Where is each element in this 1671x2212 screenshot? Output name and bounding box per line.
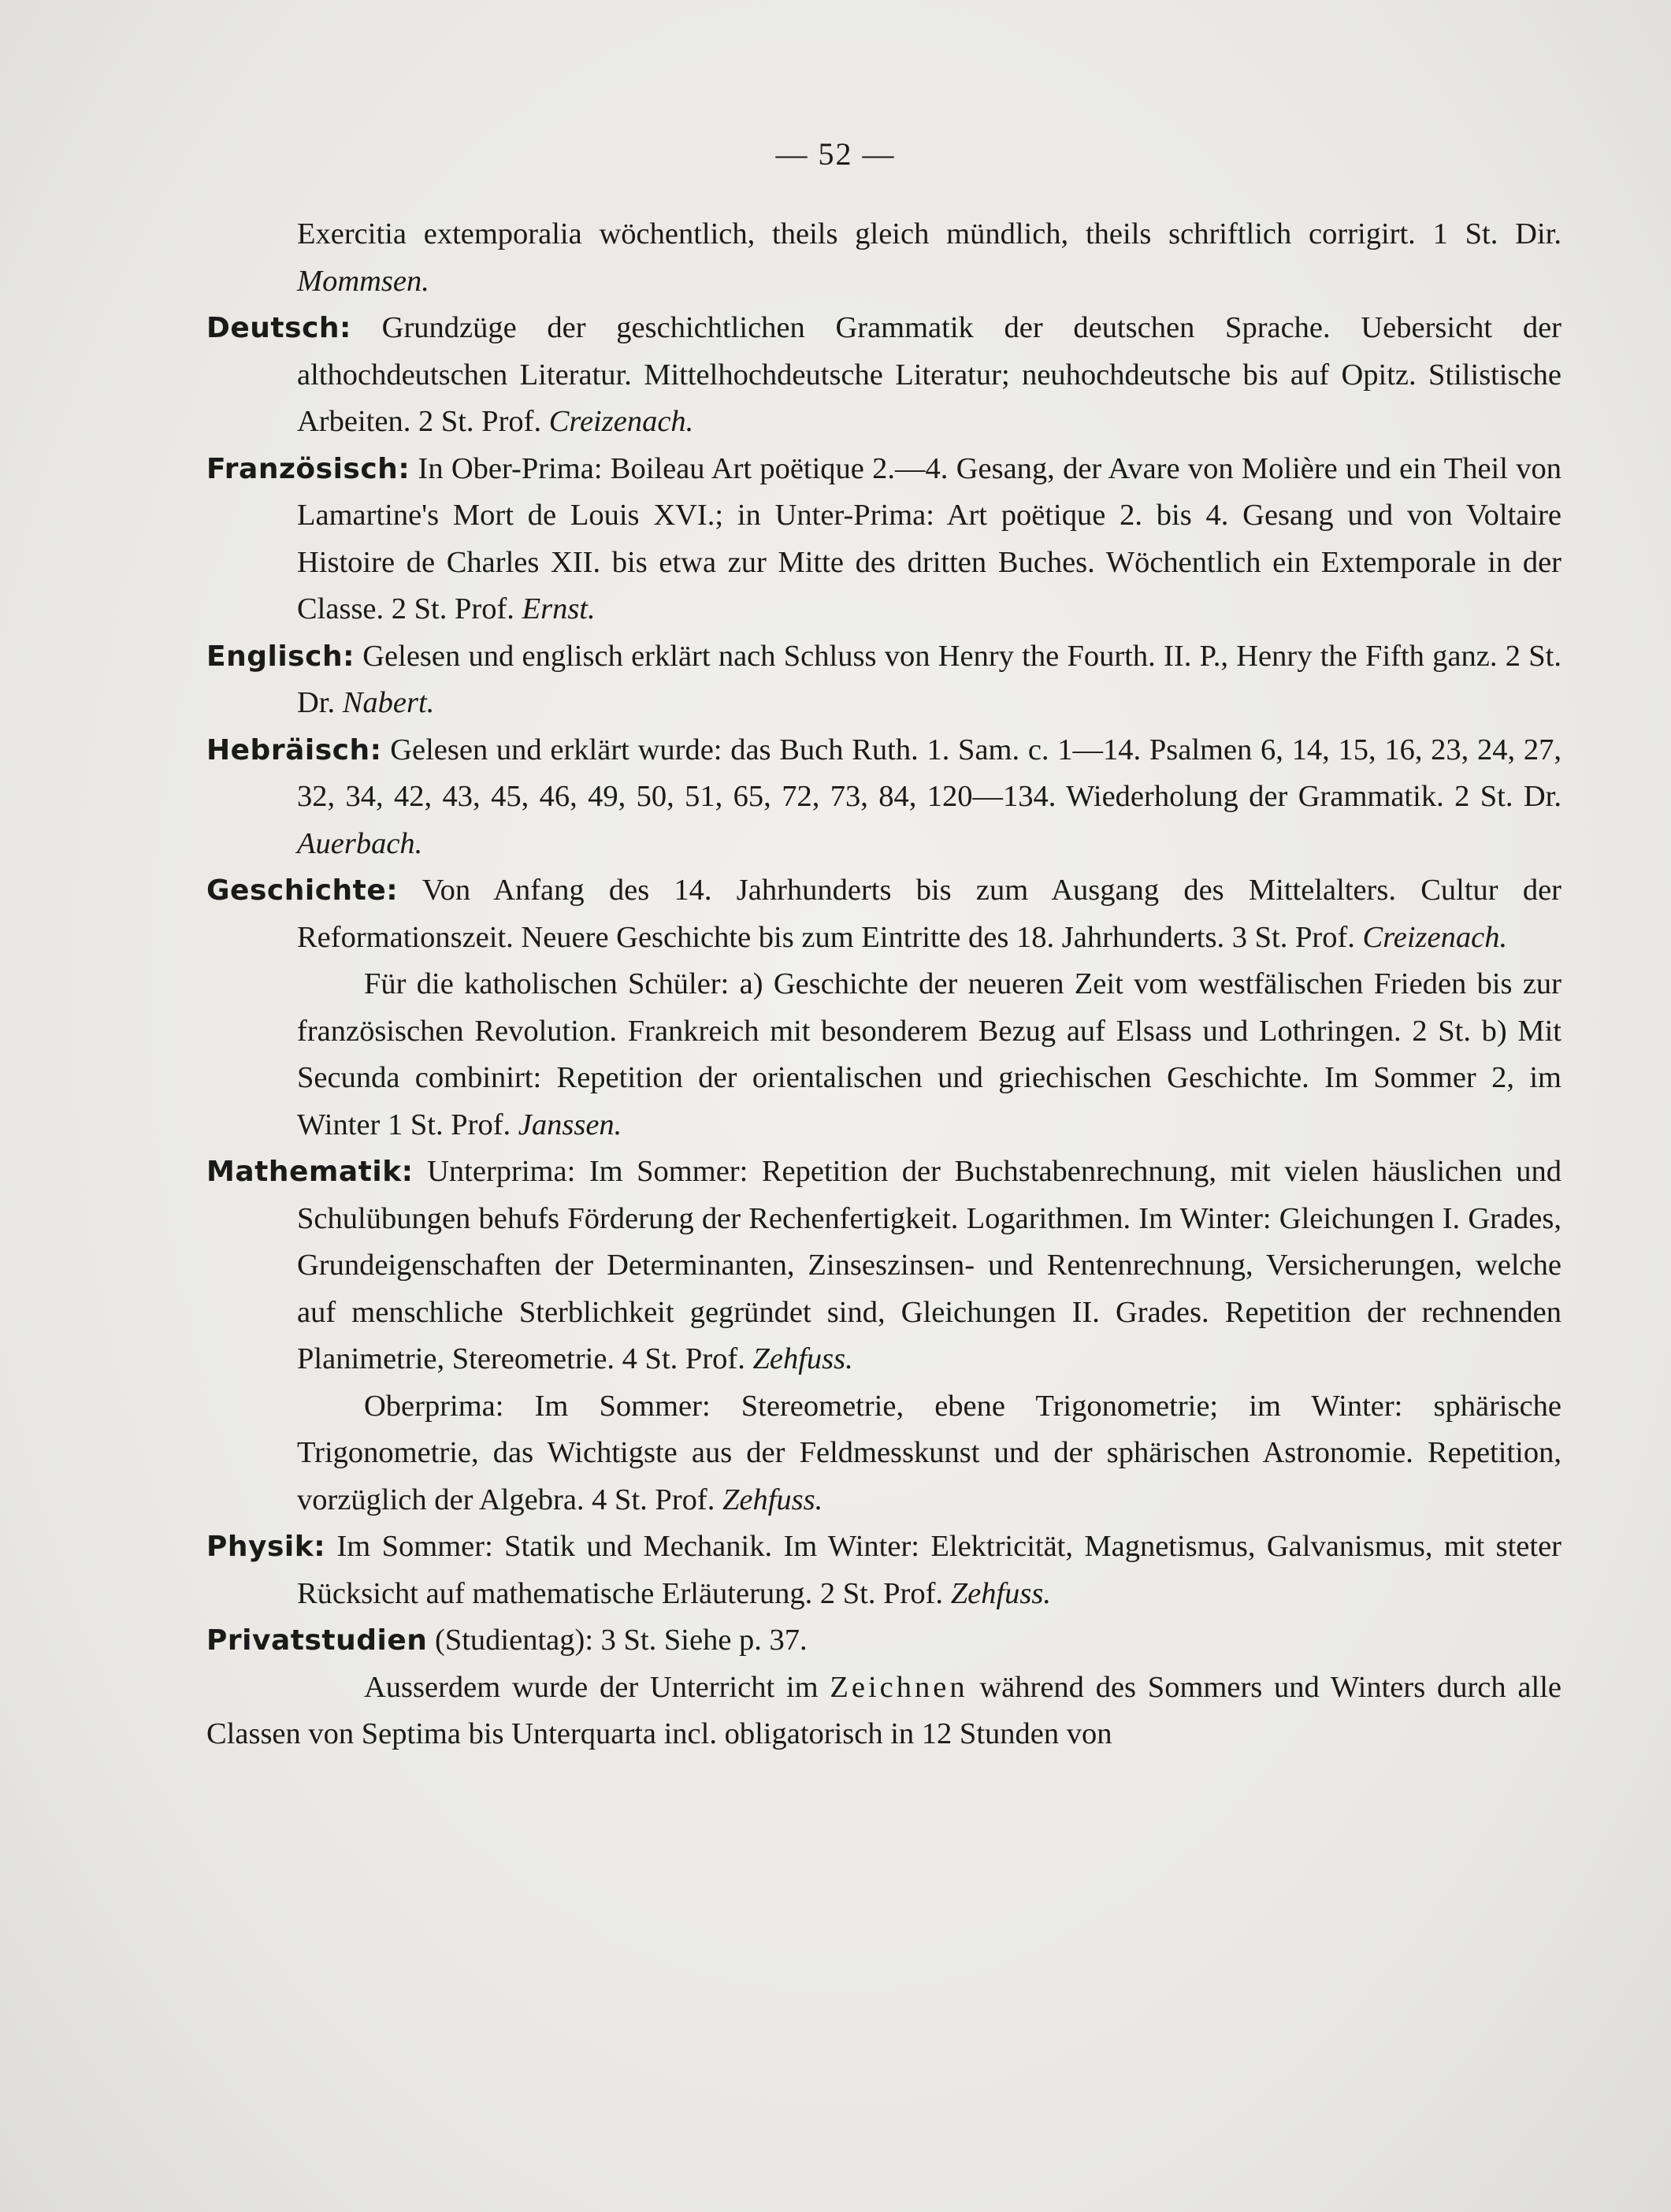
paragraph (206, 446, 1561, 633)
teacher-name: Creizenach. (1362, 920, 1508, 954)
text-run: Gelesen und englisch erklärt nach Schluss von Henry the Fourth. II. P., Henry the Fifth ganz. 2 St. Dr. (297, 639, 1561, 719)
paragraph (206, 305, 1561, 446)
paragraph (206, 211, 1561, 305)
paragraph (206, 1665, 1561, 1758)
body-text (206, 211, 1561, 1758)
paragraph (206, 1524, 1561, 1617)
teacher-name: Nabert. (342, 686, 435, 719)
emphasized-word: Zeichnen (830, 1670, 968, 1704)
teacher-name: Mommsen. (297, 264, 429, 298)
teacher-name: Creizenach. (548, 405, 694, 438)
text-run: Für die katholischen Schüler: a) Geschichte der neueren Zeit vom westfälischen Frieden bis zur französischen Revolution. Frankreich mit besonderem Bezug auf Elsass und Lothringen. 2 St. b) Mit Secunda combinirt: Repetition der orientalischen und griechischen Geschichte. Im Sommer 2, im Winter 1 St. Prof. (297, 967, 1561, 1141)
text-run: Gelesen und erklärt wurde: das Buch Ruth. 1. Sam. c. 1—14. Psalmen 6, 14, 15, 16, 23, 24, 27, 32, 34, 42, 43, 45, 46, 49, 50, 51, 65, 72, 73, 84, 120—134. Wiederholung der Grammatik. 2 St. Dr. (297, 733, 1561, 813)
section-heading: Mathematik: (206, 1156, 414, 1188)
text-run: Exercitia extemporalia wöchentlich, theils gleich mündlich, theils schriftlich corrigirt. 1 St. Dir. (297, 217, 1561, 251)
paragraph (206, 633, 1561, 727)
paragraph (206, 1149, 1561, 1383)
teacher-name: Zehfuss. (752, 1342, 853, 1375)
text-run: Oberprima: Im Sommer: Stereometrie, ebene Trigonometrie; im Winter: sphärische Trigonometrie, das Wichtigste aus der Feldmesskunst und der sphärischen Astronomie. Repetition, vorzüglich der Algebra. 4 St. Prof. (297, 1389, 1561, 1516)
section-heading: Privatstudien (206, 1624, 428, 1657)
section-heading: Geschichte: (206, 874, 399, 907)
section-heading: Physik: (206, 1531, 326, 1563)
teacher-name: Zehfuss. (950, 1576, 1051, 1610)
text-run: (Studientag): 3 St. Siehe p. 37. (427, 1624, 808, 1657)
section-heading: Hebräisch: (206, 733, 382, 766)
paragraph (206, 727, 1561, 868)
paragraph (206, 867, 1561, 961)
text-run: Ausserdem wurde der Unterricht im (364, 1670, 830, 1704)
paragraph (206, 1617, 1561, 1665)
text-run: Von Anfang des 14. Jahrhunderts bis zum Ausgang des Mittelalters. Cultur der Reformationszeit. Neuere Geschichte bis zum Eintritte des 18. Jahrhunderts. 3 St. Prof. (297, 874, 1561, 954)
text-run: während des Sommers und Winters durch alle Classen von Septima bis Unterquarta incl. obligatorisch in 12 Stunden von (206, 1670, 1561, 1750)
teacher-name: Ernst. (522, 592, 596, 625)
text-run: Grundzüge der geschichtlichen Grammatik der deutschen Sprache. Uebersicht der althochdeutschen Literatur. Mittelhochdeutsche Literatur; neuhochdeutsche bis auf Opitz. Stilistische Arbeiten. 2 St. Prof. (297, 311, 1561, 438)
page-number: — 52 — (775, 136, 896, 172)
teacher-name: Auerbach. (297, 826, 423, 860)
teacher-name: Zehfuss. (722, 1483, 823, 1516)
section-heading: Englisch: (206, 640, 355, 673)
paragraph (206, 961, 1561, 1149)
teacher-name: Janssen. (518, 1108, 622, 1141)
text-run: Im Sommer: Statik und Mechanik. Im Winter: Elektricität, Magnetismus, Galvanismus, mit steter Rücksicht auf mathematische Erläuterung. 2 St. Prof. (297, 1530, 1561, 1610)
text-run: In Ober-Prima: Boileau Art poëtique 2.—4. Gesang, der Avare von Molière und ein Theil von Lamartine's Mort de Louis XVI.; in Unter-Prima: Art poëtique 2. bis 4. Gesang und von Voltaire Histoire de Charles XII. bis etwa zur Mitte des dritten Buches. Wöchentlich ein Extemporale in der Classe. 2 St. Prof. (297, 451, 1561, 625)
paragraph (206, 1383, 1561, 1524)
text-run: Unterprima: Im Sommer: Repetition der Buchstabenrechnung, mit vielen häuslichen und Schulübungen behufs Förderung der Rechenfertigkeit. Logarithmen. Im Winter: Gleichungen I. Grades, Grundeigenschaften der Determinanten, Zinseszinsen- und Rentenrechnung, Versicherungen, welche auf menschliche Sterblichkeit gegründet sind, Gleichungen II. Grades. Repetition der rechnenden Planimetrie, Stereometrie. 4 St. Prof. (297, 1155, 1561, 1375)
section-heading: Französisch: (206, 452, 410, 485)
section-heading: Deutsch: (206, 312, 351, 344)
